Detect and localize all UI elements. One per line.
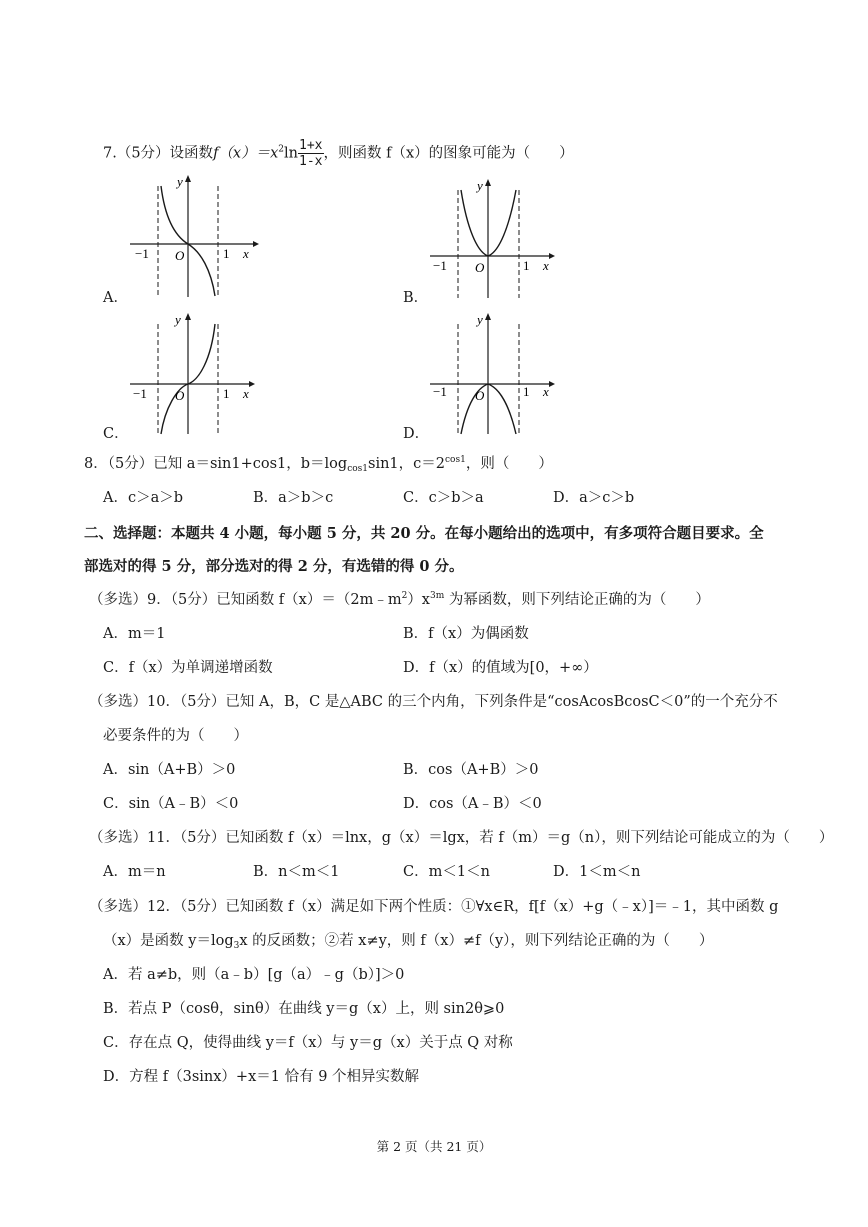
svg-text:O: O <box>475 260 485 275</box>
q10-option-c: C．sin（A﹣B）＜0 <box>103 796 239 812</box>
q7-graph-b <box>425 176 565 306</box>
svg-text:x: x <box>543 258 549 273</box>
svg-text:1: 1 <box>523 258 530 273</box>
graph-neg1-label: −1 <box>135 246 149 261</box>
q10-stem-line2: 必要条件的为（ ） <box>103 728 248 744</box>
q11-option-b: B．n＜m＜1 <box>253 864 340 880</box>
q12-option-c: C．存在点 Q，使得曲线 y＝f（x）与 y＝g（x）关于点 Q 对称 <box>103 1035 513 1051</box>
page-footer: 第 2 页（共 21 页） <box>376 1139 492 1154</box>
q10-option-d: D．cos（A﹣B）＜0 <box>403 796 542 812</box>
svg-text:−1: −1 <box>433 384 447 399</box>
q7-option-d-label: D． <box>403 426 430 442</box>
svg-text:y: y <box>477 178 483 193</box>
q8-option-b: B．a＞b＞c <box>253 490 334 506</box>
graph-one-label: 1 <box>223 246 230 261</box>
q9-option-b: B．f（x）为偶函数 <box>403 626 529 642</box>
q7-fraction: $\frac{1+x}{1-x}$ <box>299 138 323 169</box>
q9-option-a: A．m＝1 <box>103 626 166 642</box>
graph-x-label: x <box>243 246 249 261</box>
graph-origin-label: O <box>175 248 185 263</box>
q7-graph-a <box>125 172 265 302</box>
svg-text:1: 1 <box>223 386 230 401</box>
q8-option-a: A．c＞a＞b <box>103 490 184 506</box>
svg-text:1: 1 <box>523 384 530 399</box>
svg-text:y: y <box>175 312 181 327</box>
q8-option-d: D．a＞c＞b <box>553 490 635 506</box>
q9-option-d: D．f（x）的值域为[0，+∞） <box>403 660 598 676</box>
q9-option-c: C．f（x）为单调递增函数 <box>103 660 273 676</box>
q10-option-a: A．sin（A+B）＞0 <box>103 762 236 778</box>
svg-text:x: x <box>543 384 549 399</box>
q12-stem-line1: （多选）12．（5分）已知函数 f（x）满足如下两个性质：①∀x∈R，f[f（x）+g（﹣x）]＝﹣1，其中函数 g <box>89 899 779 915</box>
q10-stem-line1: （多选）10．（5分）已知 A，B，C 是△ABC 的三个内角，下列条件是“cosAcosBcosC＜0”的一个充分不 <box>89 694 778 710</box>
q7-option-b-label: B． <box>403 290 429 306</box>
q12-option-d: D．方程 f（3sinx）+x＝1 恰有 9 个相异实数解 <box>103 1069 420 1085</box>
q12-stem-line2: （x）是函数 $y=\log_3x$ 的反函数；②若 x≠y，则 f（x）≠f（y），则下列结论正确的为（ ） <box>103 933 714 951</box>
q10-option-b: B．cos（A+B）＞0 <box>403 762 539 778</box>
svg-text:x: x <box>243 386 249 401</box>
q12-option-b: B．若点 P（cosθ，sinθ）在曲线 y＝g（x）上，则 sin2θ⩾0 <box>103 1001 505 1017</box>
q11-stem: （多选）11．（5分）已知函数 f（x）＝lnx，g（x）＝lgx，若 f（m）＝g（n），则下列结论可能成立的为（ ） <box>89 830 834 846</box>
svg-text:y: y <box>477 312 483 327</box>
q7-option-c-label: C． <box>103 426 129 442</box>
section-2-heading-line2: 部选对的得 5 分，部分选对的得 2 分，有选错的得 0 分。 <box>84 558 464 575</box>
graph-y-label: y <box>177 174 183 189</box>
svg-text:O: O <box>175 388 185 403</box>
q11-option-d: D．1＜m＜n <box>553 864 641 880</box>
section-2-heading-line1: 二、选择题：本题共 4 小题，每小题 5 分，共 20 分。在每小题给出的选项中，有多项符合题目要求。全 <box>84 525 764 542</box>
q11-option-a: A．m＝n <box>103 864 166 880</box>
q12-option-a: A．若 a≠b，则（a﹣b）[g（a）﹣g（b）]＞0 <box>103 967 405 983</box>
q7-option-a-label: A． <box>103 290 128 306</box>
svg-text:−1: −1 <box>433 258 447 273</box>
q11-option-c: C．m＜1＜n <box>403 864 490 880</box>
svg-text:−1: −1 <box>133 386 147 401</box>
q8-stem: 8．（5分）已知 a＝sin1+cos1，$b=\log_{cos1}\sin 1$，$c=2^{cos1}$，则（ ） <box>84 455 553 474</box>
q7-stem: 7.（5分）设函数$f(x)=x^2\ln$ $\frac{1+x}{1-x}$ ，则函数 f（x）的图象可能为（ ） <box>103 138 574 169</box>
q9-stem: （多选）9．（5分）已知函数 $f(x)=(2m﹣m^2)x^{3m}$ 为幂函数，则下列结论正确的为（ ） <box>89 591 710 608</box>
q8-option-c: C．c＞b＞a <box>403 490 484 506</box>
svg-text:O: O <box>475 388 485 403</box>
q7-graph-c <box>125 308 265 438</box>
q7-graph-d <box>425 308 565 438</box>
